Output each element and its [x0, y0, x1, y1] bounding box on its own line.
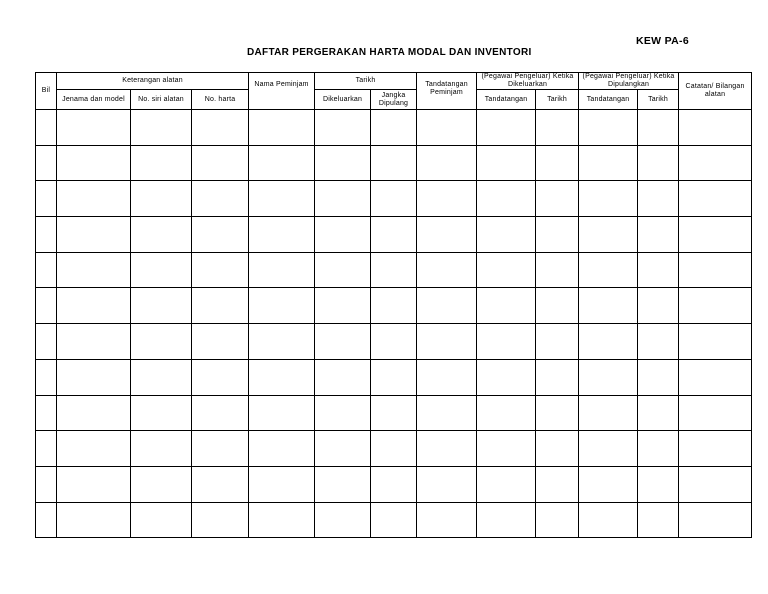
table-cell — [638, 252, 679, 288]
header-catatan: Catatan/ Bilangan alatan — [679, 73, 752, 110]
table-cell — [536, 395, 579, 431]
table-cell — [477, 145, 536, 181]
table-cell — [536, 288, 579, 324]
table-cell — [417, 466, 477, 502]
table-cell — [131, 502, 192, 538]
table-row — [36, 288, 752, 324]
table-cell — [36, 181, 57, 217]
table-cell — [249, 324, 315, 360]
table-cell — [57, 145, 131, 181]
table-cell — [249, 502, 315, 538]
table-cell — [371, 288, 417, 324]
table-cell — [417, 324, 477, 360]
table-cell — [679, 395, 752, 431]
table-cell — [315, 217, 371, 253]
table-cell — [36, 431, 57, 467]
table-cell — [638, 359, 679, 395]
table-cell — [249, 145, 315, 181]
table-cell — [249, 217, 315, 253]
table-cell — [192, 502, 249, 538]
table-cell — [679, 110, 752, 146]
table-cell — [679, 252, 752, 288]
header-jenama-dan-model: Jenama dan model — [57, 90, 131, 110]
header-dikeluarkan: Dikeluarkan — [315, 90, 371, 110]
table-cell — [371, 502, 417, 538]
table-cell — [36, 110, 57, 146]
table-cell — [192, 324, 249, 360]
table-cell — [417, 110, 477, 146]
table-cell — [371, 145, 417, 181]
table-cell — [638, 431, 679, 467]
table-cell — [679, 466, 752, 502]
table-cell — [192, 217, 249, 253]
table-cell — [417, 288, 477, 324]
header-row-top — [36, 73, 752, 90]
table-cell — [679, 288, 752, 324]
table-cell — [371, 252, 417, 288]
header-row-sub — [36, 90, 752, 110]
table-cell — [579, 181, 638, 217]
table-cell — [315, 110, 371, 146]
table-cell — [679, 181, 752, 217]
header-bil: Bil — [36, 73, 57, 110]
table-row — [36, 145, 752, 181]
table-cell — [131, 431, 192, 467]
table-cell — [192, 395, 249, 431]
table-cell — [131, 110, 192, 146]
table-cell — [477, 324, 536, 360]
table-cell — [36, 324, 57, 360]
table-cell — [579, 288, 638, 324]
table-cell — [192, 466, 249, 502]
table-cell — [477, 288, 536, 324]
table-cell — [638, 110, 679, 146]
table-cell — [249, 359, 315, 395]
table-cell — [371, 324, 417, 360]
table-cell — [36, 217, 57, 253]
table-cell — [192, 110, 249, 146]
table-cell — [371, 217, 417, 253]
table-cell — [579, 395, 638, 431]
table-cell — [57, 288, 131, 324]
table-cell — [192, 181, 249, 217]
table-cell — [131, 181, 192, 217]
table-cell — [36, 145, 57, 181]
table-cell — [57, 395, 131, 431]
table-cell — [579, 324, 638, 360]
header-jangka-dipulang: Jangka Dipulang — [371, 90, 417, 110]
header-tarikh: Tarikh — [315, 73, 417, 90]
header-nama-peminjam: Nama Peminjam — [249, 73, 315, 110]
table-cell — [679, 324, 752, 360]
table-cell — [192, 359, 249, 395]
table-cell — [417, 217, 477, 253]
table-cell — [131, 252, 192, 288]
table-cell — [417, 502, 477, 538]
table-cell — [249, 181, 315, 217]
table-cell — [192, 288, 249, 324]
table-cell — [536, 252, 579, 288]
table-cell — [477, 395, 536, 431]
header-tandatangan-dipulangkan: Tandatangan — [579, 90, 638, 110]
table-cell — [315, 395, 371, 431]
table-cell — [315, 145, 371, 181]
table-cell — [536, 145, 579, 181]
table-cell — [131, 359, 192, 395]
table-cell — [371, 181, 417, 217]
table-cell — [371, 359, 417, 395]
table-cell — [638, 395, 679, 431]
table-row — [36, 324, 752, 360]
table-cell — [679, 145, 752, 181]
table-cell — [57, 217, 131, 253]
table-cell — [36, 252, 57, 288]
table-cell — [477, 217, 536, 253]
table-row — [36, 252, 752, 288]
table-cell — [679, 359, 752, 395]
table-cell — [638, 502, 679, 538]
header-no-siri-alatan: No. siri alatan — [131, 90, 192, 110]
table-cell — [249, 431, 315, 467]
table-cell — [638, 145, 679, 181]
table-cell — [417, 395, 477, 431]
table-cell — [477, 502, 536, 538]
table-cell — [315, 288, 371, 324]
header-keterangan-alatan: Keterangan alatan — [57, 73, 249, 90]
table-cell — [315, 324, 371, 360]
table-cell — [36, 502, 57, 538]
table-cell — [57, 431, 131, 467]
table-cell — [36, 466, 57, 502]
table-cell — [638, 324, 679, 360]
table-cell — [192, 145, 249, 181]
table-cell — [36, 359, 57, 395]
table-row — [36, 181, 752, 217]
table-row — [36, 110, 752, 146]
table-cell — [638, 288, 679, 324]
table-cell — [57, 502, 131, 538]
table-row — [36, 466, 752, 502]
table-cell — [579, 431, 638, 467]
table-cell — [57, 110, 131, 146]
table-row — [36, 502, 752, 538]
header-tandatangan-peminjam: Tandatangan Peminjam — [417, 73, 477, 110]
asset-movement-table — [35, 72, 752, 538]
header-pegawai-ketika-dikeluarkan: (Pegawai Pengeluar) Ketika Dikeluarkan — [477, 73, 579, 90]
table-cell — [579, 110, 638, 146]
table-cell — [249, 252, 315, 288]
header-pegawai-ketika-dipulangkan: (Pegawai Pengeluar) Ketika Dipulangkan — [579, 73, 679, 90]
table-row — [36, 359, 752, 395]
table-cell — [131, 324, 192, 360]
table-cell — [36, 395, 57, 431]
table-cell — [638, 466, 679, 502]
table-body — [36, 110, 752, 538]
table-cell — [477, 181, 536, 217]
table-cell — [638, 181, 679, 217]
table-cell — [477, 252, 536, 288]
table-cell — [131, 466, 192, 502]
table-cell — [536, 110, 579, 146]
document-title: DAFTAR PERGERAKAN HARTA MODAL DAN INVENTORI — [247, 47, 532, 58]
table-cell — [315, 466, 371, 502]
table-cell — [579, 145, 638, 181]
table-cell — [417, 252, 477, 288]
table-cell — [477, 110, 536, 146]
table-cell — [679, 431, 752, 467]
table-cell — [536, 324, 579, 360]
table-cell — [579, 502, 638, 538]
table-cell — [638, 217, 679, 253]
table-cell — [371, 431, 417, 467]
table-row — [36, 395, 752, 431]
table-cell — [679, 217, 752, 253]
table-cell — [249, 395, 315, 431]
table-cell — [417, 431, 477, 467]
table-cell — [57, 181, 131, 217]
table-cell — [57, 466, 131, 502]
header-tarikh-dipulangkan: Tarikh — [638, 90, 679, 110]
table-cell — [477, 466, 536, 502]
table-cell — [579, 466, 638, 502]
table-cell — [417, 181, 477, 217]
table-cell — [417, 145, 477, 181]
table-cell — [536, 431, 579, 467]
table-cell — [315, 502, 371, 538]
table-cell — [536, 502, 579, 538]
table-cell — [315, 181, 371, 217]
table-cell — [579, 217, 638, 253]
header-no-harta: No. harta — [192, 90, 249, 110]
table-cell — [371, 110, 417, 146]
table-cell — [131, 288, 192, 324]
table-row — [36, 217, 752, 253]
table-cell — [417, 359, 477, 395]
table-cell — [371, 466, 417, 502]
table-cell — [536, 217, 579, 253]
table-cell — [192, 252, 249, 288]
table-cell — [249, 110, 315, 146]
table-cell — [679, 502, 752, 538]
table-cell — [57, 359, 131, 395]
header-tandatangan-dikeluarkan: Tandatangan — [477, 90, 536, 110]
table-cell — [315, 359, 371, 395]
table-cell — [371, 395, 417, 431]
table-cell — [249, 288, 315, 324]
table-cell — [579, 252, 638, 288]
table-cell — [131, 217, 192, 253]
table-cell — [315, 431, 371, 467]
table-cell — [477, 359, 536, 395]
table-cell — [536, 181, 579, 217]
table-cell — [536, 466, 579, 502]
table-cell — [192, 431, 249, 467]
table-cell — [579, 359, 638, 395]
table-cell — [57, 324, 131, 360]
table-cell — [131, 145, 192, 181]
form-code: KEW PA-6 — [636, 35, 689, 47]
table-cell — [315, 252, 371, 288]
header-tarikh-dikeluarkan: Tarikh — [536, 90, 579, 110]
table-cell — [131, 395, 192, 431]
table-cell — [477, 431, 536, 467]
table-row — [36, 431, 752, 467]
table-cell — [57, 252, 131, 288]
table-cell — [36, 288, 57, 324]
table-cell — [249, 466, 315, 502]
table-cell — [536, 359, 579, 395]
